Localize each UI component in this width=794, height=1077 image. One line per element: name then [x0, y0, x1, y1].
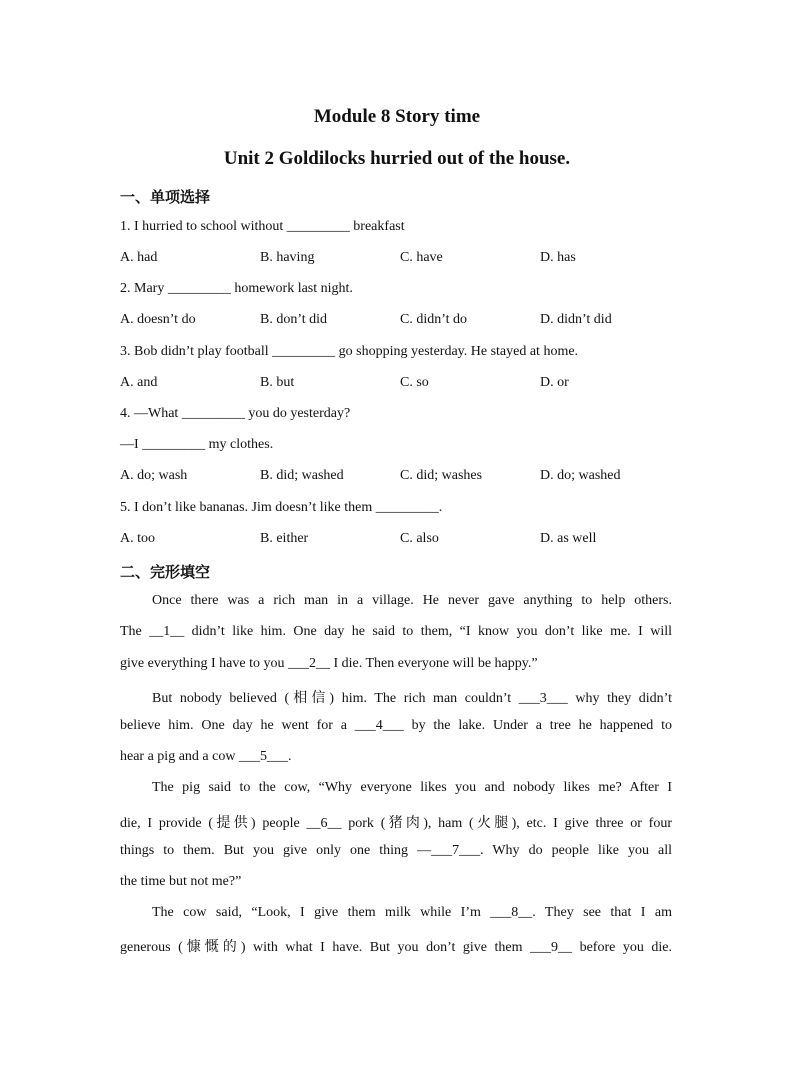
option-c: C. didn’t do — [400, 312, 468, 327]
cloze-paragraph-line: The cow said, “Look, I give them milk while I’m ___8__. They see that I am — [152, 905, 672, 920]
option-d: D. has — [540, 250, 576, 265]
option-b: B. but — [260, 375, 295, 390]
cloze-paragraph-line: generous (慷慨的) with what I have. But you don’t give them ___9__ before you die. — [120, 940, 672, 955]
question-1: 1. I hurried to school without _________ breakfast — [120, 219, 405, 234]
cloze-paragraph-line: believe him. One day he went for a ___4___ by the lake. Under a tree he happened to — [120, 718, 672, 733]
cloze-paragraph-line: Once there was a rich man in a village. He never gave anything to help others. — [152, 593, 672, 608]
question-3: 3. Bob didn’t play football _________ go shopping yesterday. He stayed at home. — [120, 344, 579, 359]
option-b: B. did; washed — [260, 468, 344, 483]
option-b: B. either — [260, 531, 309, 546]
option-d: D. as well — [540, 531, 597, 546]
option-c: C. have — [400, 250, 443, 265]
option-a: A. too — [120, 531, 155, 546]
cloze-paragraph-line: things to them. But you give only one thing —___7___. Why do people like you all — [120, 843, 672, 858]
section-heading-multiple-choice: 一、单项选择 — [120, 188, 211, 206]
question-4-answer-line: —I _________ my clothes. — [120, 437, 274, 452]
cloze-paragraph-line: hear a pig and a cow ___5___. — [120, 749, 292, 764]
question-2: 2. Mary _________ homework last night. — [120, 281, 353, 296]
cloze-paragraph-line: give everything I have to you ___2__ I die. Then everyone will be happy.” — [120, 656, 538, 671]
option-a: A. do; wash — [120, 468, 188, 483]
question-5: 5. I don’t like bananas. Jim doesn’t like them _________. — [120, 500, 443, 515]
cloze-paragraph-line: die, I provide (提供) people __6__ pork (猪肉), ham (火腿), etc. I give three or four — [120, 816, 672, 831]
option-c: C. also — [400, 531, 439, 546]
cloze-paragraph-line: But nobody believed (相信) him. The rich man couldn’t ___3___ why they didn’t — [152, 691, 672, 706]
page-subtitle: Unit 2 Goldilocks hurried out of the house. — [223, 148, 571, 169]
option-a: A. had — [120, 250, 158, 265]
section-heading-cloze: 二、完形填空 — [120, 563, 211, 581]
cloze-paragraph-line: the time but not me?” — [120, 874, 242, 889]
option-b: B. having — [260, 250, 315, 265]
option-c: C. did; washes — [400, 468, 483, 483]
option-d: D. or — [540, 375, 569, 390]
cloze-paragraph-line: The pig said to the cow, “Why everyone likes you and nobody likes me? After I — [152, 780, 672, 795]
option-a: A. and — [120, 375, 158, 390]
question-4: 4. —What _________ you do yesterday? — [120, 406, 351, 421]
option-d: D. didn’t did — [540, 312, 612, 327]
cloze-paragraph-line: The __1__ didn’t like him. One day he said to them, “I know you don’t like me. I will — [120, 624, 672, 639]
option-d: D. do; washed — [540, 468, 621, 483]
option-b: B. don’t did — [260, 312, 328, 327]
page-title: Module 8 Story time — [313, 106, 481, 127]
option-c: C. so — [400, 375, 429, 390]
option-a: A. doesn’t do — [120, 312, 196, 327]
